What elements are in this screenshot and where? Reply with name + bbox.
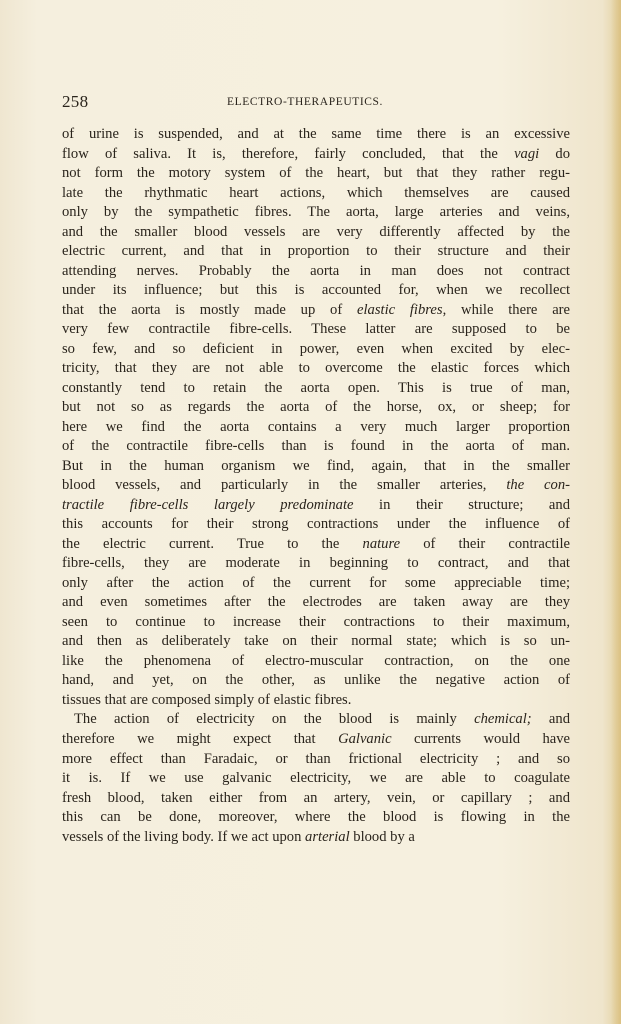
- text-line: [62, 125, 570, 145]
- text-run: only after the action of the current for some appreciable time;: [62, 574, 570, 591]
- text-line: [62, 632, 570, 652]
- text-line: [62, 301, 570, 321]
- italic-phrase: elastic fibres: [357, 301, 443, 318]
- text-run: blood by a: [349, 828, 415, 845]
- text-run: tricity, that they are not able to overcome the elastic forces which: [62, 360, 570, 377]
- text-line: [62, 398, 570, 418]
- italic-phrase: tractile fibre-cells largely predominate: [62, 496, 354, 513]
- text-line: [62, 164, 570, 184]
- text-run: of their contractile: [400, 535, 570, 552]
- text-line: [62, 671, 570, 691]
- text-run: and the smaller blood vessels are very differently affected by the: [62, 223, 570, 240]
- text-line: [62, 750, 570, 770]
- text-run: in their structure; and: [353, 496, 570, 513]
- italic-phrase: chemical;: [474, 711, 532, 728]
- text-run: do: [539, 145, 570, 162]
- text-run: currents would have: [391, 730, 570, 747]
- text-line: [62, 574, 570, 594]
- text-line: [62, 242, 570, 262]
- text-line: [62, 340, 570, 360]
- text-line: [62, 593, 570, 613]
- text-run: therefore we might expect that: [62, 730, 339, 747]
- text-run: more effect than Faradaic, or than frictional electricity ; and so: [62, 750, 570, 767]
- text-run: attending nerves. Probably the aorta in man does not contract: [62, 262, 570, 279]
- italic-phrase: arterial: [305, 828, 350, 845]
- text-line: [62, 828, 570, 848]
- text-line: [62, 184, 570, 204]
- page-header: [62, 92, 568, 116]
- text-run: blood vessels, and particularly in the smaller arteries,: [62, 477, 507, 494]
- text-line: [62, 769, 570, 789]
- text-run: this can be done, moreover, where the blood is flowing in the: [62, 809, 570, 826]
- text-line: [62, 535, 570, 555]
- text-line: [62, 476, 570, 496]
- text-run: , while there are: [442, 301, 570, 318]
- text-line: [62, 223, 570, 243]
- text-line: [62, 281, 570, 301]
- text-run: and: [531, 711, 570, 728]
- text-line: [62, 789, 570, 809]
- page-number: 258: [62, 92, 89, 111]
- text-line: [62, 359, 570, 379]
- text-run: not form the motory system of the heart, but that they rather regu-: [62, 165, 570, 182]
- text-run: hand, and yet, on the other, as unlike the negative action of: [62, 672, 570, 689]
- text-run: but not so as regards the aorta of the horse, ox, or sheep; for: [62, 399, 570, 416]
- text-run: electric current, and that in proportion to their structure and their: [62, 243, 570, 260]
- text-line: [62, 730, 570, 750]
- text-line: [62, 554, 570, 574]
- text-run: The action of electricity on the blood is mainly: [74, 711, 475, 728]
- text-run: of urine is suspended, and at the same time there is an excessive: [62, 126, 570, 142]
- body-text: [62, 125, 570, 847]
- text-run: tissues that are composed simply of elastic fibres.: [62, 691, 352, 708]
- text-line: [62, 613, 570, 633]
- text-line: [62, 496, 570, 516]
- text-run: seen to continue to increase their contractions to their maximum,: [62, 613, 570, 630]
- text-line: [62, 437, 570, 457]
- text-line: [62, 262, 570, 282]
- italic-phrase: nature: [362, 535, 401, 552]
- italic-phrase: Galvanic: [338, 730, 392, 747]
- italic-phrase: vagi: [514, 145, 540, 162]
- text-run: flow of saliva. It is, therefore, fairly concluded, that the: [62, 145, 515, 162]
- page-edge-shading: [611, 0, 621, 1024]
- text-run: the electric current. True to the: [62, 535, 363, 552]
- text-run: under its influence; but this is accounted for, when we recollect: [62, 282, 570, 299]
- text-run: and then as deliberately take on their normal state; which is so un-: [62, 633, 570, 650]
- text-run: very few contractile fibre-cells. These latter are supposed to be: [62, 321, 570, 338]
- text-run: late the rhythmatic heart actions, which themselves are caused: [62, 184, 570, 201]
- text-run: and even sometimes after the electrodes are taken away are they: [62, 594, 570, 611]
- text-run: here we find the aorta contains a very much larger proportion: [62, 418, 570, 435]
- text-run: vessels of the living body. If we act upon: [62, 828, 306, 845]
- text-line: [62, 710, 570, 730]
- text-line: [62, 145, 570, 165]
- text-run: only by the sympathetic fibres. The aorta, large arteries and veins,: [62, 204, 570, 221]
- text-line: [62, 652, 570, 672]
- text-run: But in the human organism we find, again, that in the smaller: [62, 457, 570, 474]
- text-run: of the contractile fibre-cells than is found in the aorta of man.: [62, 438, 570, 455]
- text-line: [62, 320, 570, 340]
- text-run: it is. If we use galvanic electricity, we are able to coagulate: [62, 770, 570, 787]
- text-run: like the phenomena of electro-muscular contraction, on the one: [62, 652, 570, 669]
- text-line: [62, 203, 570, 223]
- text-run: this accounts for their strong contractions under the influence of: [62, 516, 570, 533]
- italic-phrase: the con-: [506, 477, 570, 494]
- text-run: so few, and so deficient in power, even when excited by elec-: [62, 340, 570, 357]
- text-run: fresh blood, taken either from an artery, vein, or capillary ; and: [62, 789, 570, 806]
- text-line: [62, 379, 570, 399]
- text-line: [62, 418, 570, 438]
- text-run: that the aorta is mostly made up of: [62, 301, 357, 318]
- running-head: ELECTRO-THERAPEUTICS.: [227, 96, 384, 108]
- text-line: [62, 808, 570, 828]
- text-run: fibre-cells, they are moderate in beginning to contract, and that: [62, 555, 570, 572]
- text-line: [62, 691, 570, 711]
- text-line: [62, 457, 570, 477]
- text-line: [62, 515, 570, 535]
- text-run: constantly tend to retain the aorta open. This is true of man,: [62, 379, 570, 396]
